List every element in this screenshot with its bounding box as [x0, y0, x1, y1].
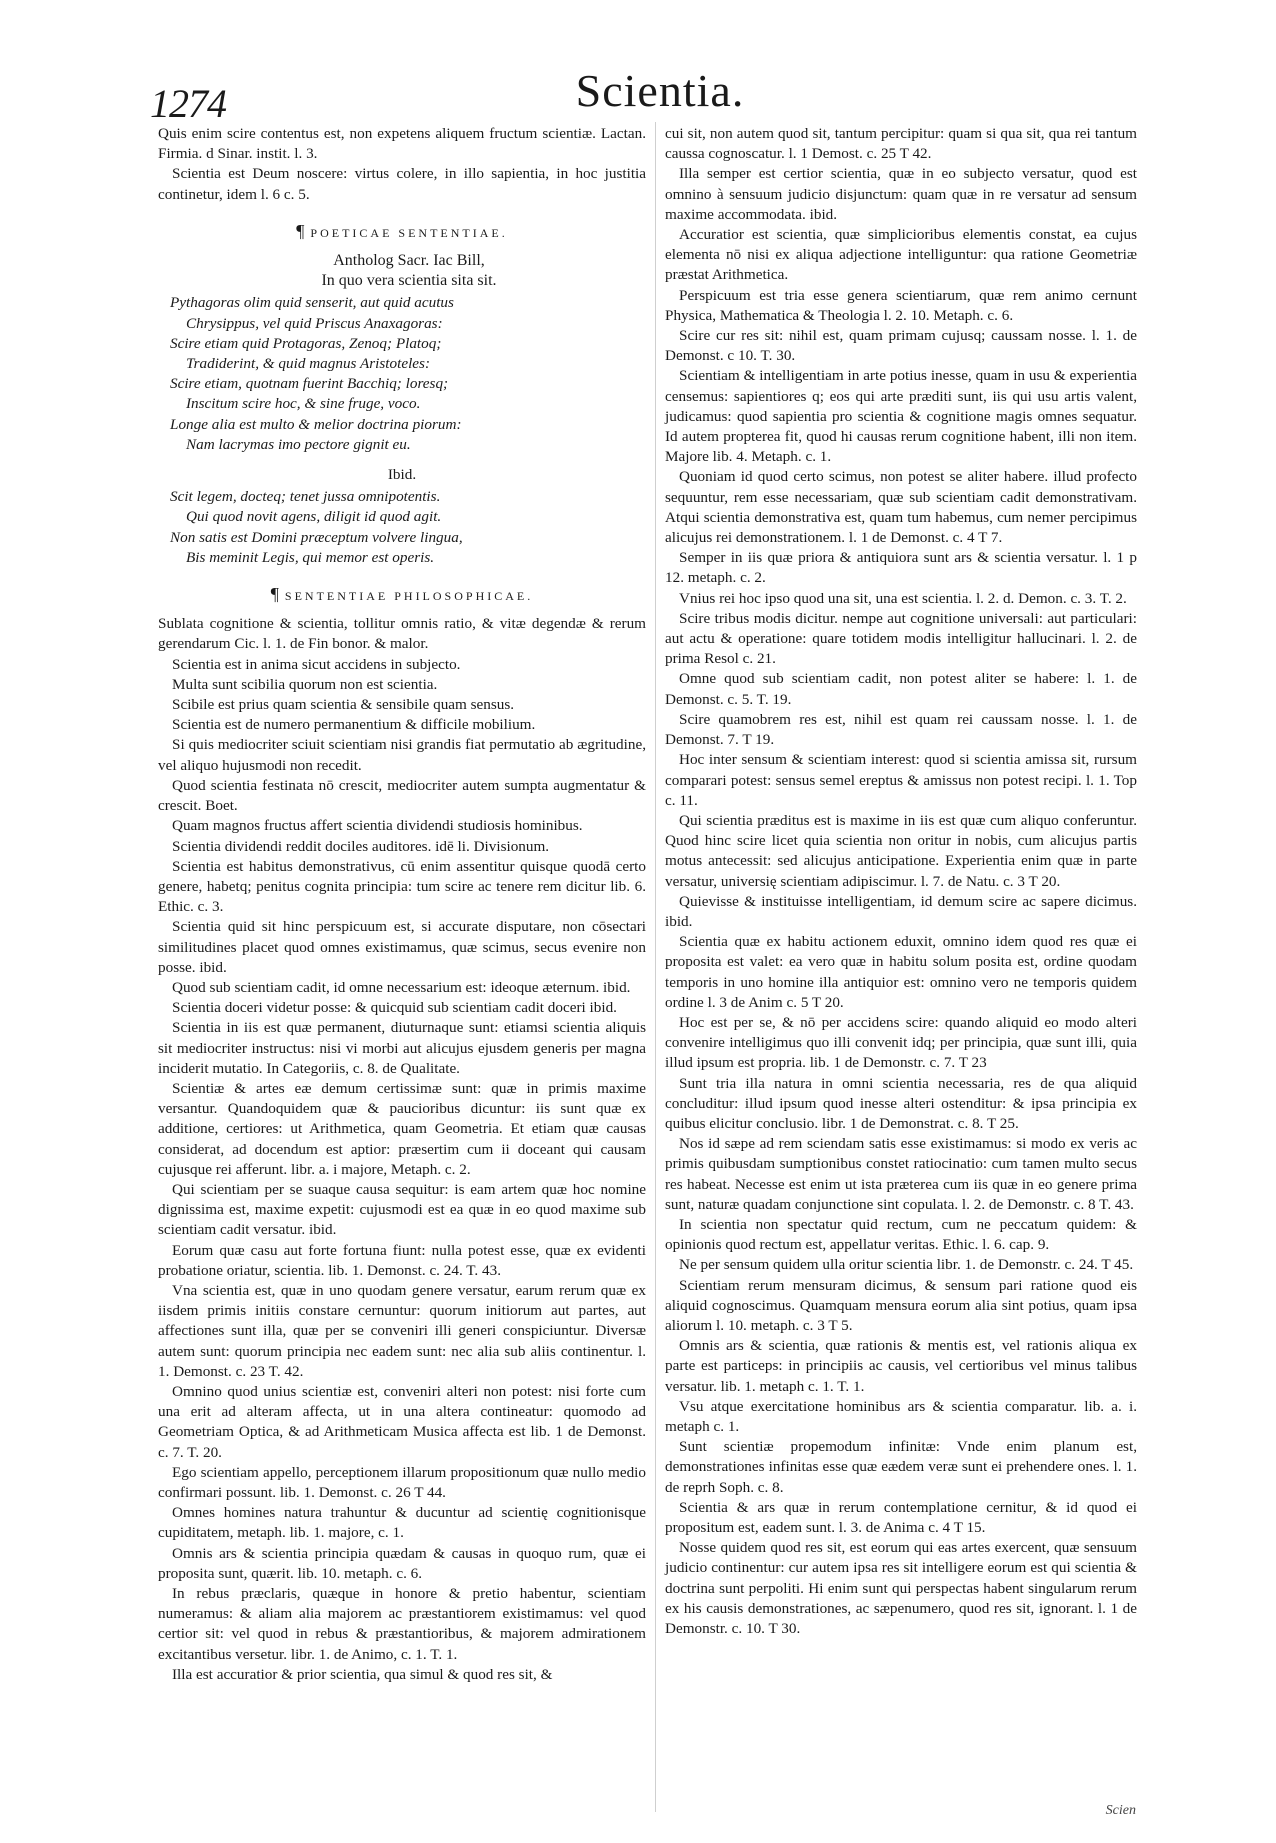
section-heading-text: POETICAE SENTENTIAE.	[310, 225, 508, 240]
paragraph: Accuratior est scientia, quæ simplicioribus elementis constat, ea cujus elementa nō nisi ex aliqua adjectione intelliguntur: qua ratione Geometriæ præstat Arithmetica.	[665, 226, 1137, 284]
paragraph: Scientia est habitus demonstrativus, cū enim assentitur quisque quodā certo genere, habetq; penitus cognita principia: tum scire ac tenere rem dicitur lib. 6. Ethic. c. 3.	[158, 857, 646, 916]
verse-line: Scire etiam, quotnam fuerint Bacchiq; loresq;	[170, 375, 449, 393]
paragraph: Illa est accuratior & prior scientia, qua simul & quod res sit, &	[172, 1665, 553, 1683]
paragraph: Hoc est per se, & nō per accidens scire: quando aliquid eo modo alteri convenire intelligimus quo illi convenit idq; per principia, quæ sunt illi, quia illud ipsum est propria. lib. 1 de Demonstr. c. 7. T 23	[665, 1013, 1137, 1072]
paragraph: Omne quod sub scientiam cadit, non potest aliter se habere: l. 1. de Demonst. c. 5. T. 19.	[665, 670, 1137, 708]
paragraph: Omnis ars & scientia, quæ rationis & mentis est, vel rationis aliqua ex parte est particeps: in principiis ac causis, vel certioribus vel minus talibus versatur. lib. 1. metaph c. 1. T. 1.	[665, 1337, 1137, 1395]
paragraph: Nos id sæpe ad rem sciendam satis esse existimamus: si modo ex veris ac primis quibusdam sumptionibus constet ratiocinatio: cum tamen multo secus res habeat. Necesse est enim ut ista præterea cum iis quæ in eo genere prima sunt, naturæ quadam conjunctione sint copulata. l. 2. de Demonstr. c. 8 T. 43.	[665, 1135, 1137, 1213]
paragraph: Scientia est Deum noscere: virtus colere, in illo sapientia, in hoc justitia continetur, idem l. 6 c. 5.	[158, 165, 646, 203]
verse-block	[158, 293, 646, 455]
paragraph: Quoniam id quod certo scimus, non potest se aliter habere. illud profecto sequuntur, rem esse necessariam, quæ sub scientiam cadit demonstrativam. Atqui scientia demonstrativa est, quam tum habemus, cum nemer percipimus alicujus rei demonstrationem. l. 1 de Demonst. c. 4 T 7.	[665, 468, 1137, 547]
paragraph: Scire tribus modis dicitur. nempe aut cognitione universali: aut particulari: aut actu & operatione: quare totidem modis intelligitur hallucinari. l. 2. de prima Resol c. 21.	[665, 609, 1137, 668]
section-heading-poeticae	[158, 221, 646, 243]
poem-source: Antholog Sacr. Iac Bill,	[333, 252, 485, 270]
right-column	[665, 124, 1137, 1639]
paragraph: Sunt scientiæ propemodum infinitæ: Vnde enim planum est, demonstrationes infinitas esse quæ eædem veræ sunt ei prehendere ones. l. 1. de reprh Soph. c. 8.	[665, 1438, 1137, 1496]
paragraph: Quod sub scientiam cadit, id omne necessarium est: ideoque æternum. ibid.	[172, 978, 631, 996]
section-heading-text: SENTENTIAE PHILOSOPHICAE.	[284, 589, 534, 604]
paragraph: Semper in iis quæ priora & antiquiora sunt ars & scientia versatur. l. 1 p 12. metaph. c. 2.	[665, 549, 1137, 587]
paragraph: Quam magnos fructus affert scientia dividendi studiosis hominibus.	[172, 817, 583, 835]
paragraph: Ne per sensum quidem ulla oritur scientia libr. 1. de Demonstr. c. 24. T 45.	[679, 1256, 1134, 1274]
running-head: Scientia.	[575, 65, 745, 116]
paragraph: Qui scientiam per se suaque causa sequitur: is eam artem quæ hoc nomine dignissima est, maxime expetit: cujusmodi est ea quæ in eo quod maxime sub scientiam cadit versatur. ibid.	[158, 1180, 646, 1239]
verse-line: Scire etiam quid Protagoras, Zenoq; Platoq;	[170, 334, 442, 352]
verse-line: Qui quod novit agens, diligit id quod agit.	[186, 508, 442, 526]
paragraph: Scientiam & intelligentiam in arte potius inesse, quam in usu & experientia censemus: sapientiores q; eos qui arte præditi sunt, iis qui usu artis valent, judicamus: quod sapientia pro scientia & cognitione magis omnes sequatur. Id autem propterea fit, quod hi causas rerum cognitione habent, illi non item. Majore lib. 4. Metaph. c. 1.	[665, 367, 1137, 466]
paragraph: Vsu atque exercitatione hominibus ars & scientia comparatur. lib. a. i. metaph c. 1.	[665, 1397, 1137, 1435]
paragraph: Scientia in iis est quæ permanent, diuturnaque sunt: etiamsi scientia aliquis sit mediocriter instructus: nisi vi morbi aut alicujus ejusdem generis per magna inciderit mutatio. In Categoriis, c. 8. de Qualitate.	[158, 1019, 646, 1077]
paragraph: In rebus præclaris, quæque in honore & pretio habentur, scientiam numeramus: & aliam alia majorem ac præstantiorem existimamus: vel quod certior sit: vel quod in rebus & præstantioribus, & majorem admirationem excitantibus versetur. libr. 1. de Animo, c. 1. T. 1.	[158, 1585, 646, 1663]
paragraph: Scibile est prius quam scientia & sensibile quam sensus.	[172, 696, 515, 714]
paragraph: Omnis ars & scientia principia quædam & causas in quoquo rum, quæ ei proposita sunt, quærit. lib. 10. metaph. c. 6.	[158, 1544, 646, 1582]
paragraph: Quievisse & instituisse intelligentiam, id demum scire ac sapere dicimus. ibid.	[665, 892, 1137, 930]
paragraph: Omnes homines natura trahuntur & ducuntur ad scientię cognitionisque cupiditatem, metaph. lib. 1. majore, c. 1.	[158, 1504, 646, 1542]
paragraph: Ego scientiam appello, perceptionem illarum propositionum quæ nullo medio confirmari possunt. lib. 1. Demonst. c. 26 T 44.	[158, 1463, 646, 1501]
paragraph: Eorum quæ casu aut forte fortuna fiunt: nulla potest esse, quæ ex evidenti probatione oriatur, scientia. lib. 1. Demonst. c. 24. T. 43.	[158, 1241, 646, 1279]
poem-subtitle: In quo vera scientia sita sit.	[321, 272, 497, 290]
paragraph: Vna scientia est, quæ in uno quodam genere versatur, earum rerum quæ ex iisdem primis initiis constare cernuntur: quorum initiorum aut partes, aut affectiones sunt illa, quæ per se conveniri illi generi conspiciuntur. Diversæ autem sunt: quorum principia nec eadem sunt: nec alia sub aliis continentur. l. 1. Demonst. c. 23 T. 42.	[158, 1281, 646, 1380]
paragraph: Si quis mediocriter sciuit scientiam nisi grandis fiat permutatio ab ægritudine, vel aliquo hujusmodi non recedit.	[158, 736, 646, 774]
ibid-heading: Ibid.	[387, 466, 417, 484]
paragraph: Scientia & ars quæ in rerum contemplatione cernitur, & id quod ei propositum est, eadem sunt. l. 3. de Anima c. 4 T 15.	[665, 1498, 1137, 1537]
paragraph: Scientia doceri videtur posse: & quicquid sub scientiam cadit doceri ibid.	[172, 999, 617, 1017]
paragraph: Scientia quæ ex habitu actionem eduxit, omnino idem quod res quæ ei proposita est valet: ea vero quæ in habitu solum posita est, ordine quodam temporis in uno homine illa antiquior est: omnino vero ne temporis quidem ordine l. 3 de Anim c. 5 T 20.	[665, 933, 1137, 1011]
verse-line: Scit legem, docteq; tenet jussa omnipotentis.	[170, 488, 441, 506]
paragraph: Qui scientia præditus est is maxime in iis est quæ cum aliquo conferuntur. Quod hinc scire licet quia scientia non oritur in nobis, cum alicujus partis motus antecessit: sed alicujus anticipatione. Experientia enim quæ in parte versatur, universię scientiam adipiscimur. l. 7. de Natu. c. 3 T 20.	[665, 811, 1137, 890]
verse-block	[158, 487, 646, 568]
verse-line: Tradiderint, & quid magnus Aristoteles:	[186, 355, 431, 373]
paragraph: Multa sunt scibilia quorum non est scientia.	[172, 675, 438, 693]
paragraph: Sublata cognitione & scientia, tollitur omnis ratio, & vitæ degendæ & rerum gerendarum Cic. l. 1. de Fin bonor. & malor.	[158, 615, 646, 653]
paragraph: Omnino quod unius scientiæ est, conveniri alteri non potest: nisi forte cum una erit ad alteram affecta, ut in una altera contineatur: quomodo ad Geometriam Optica, & ad Arithmeticam Musica affecta est lib. 1 de Demonst. c. 7. T. 20.	[158, 1382, 646, 1461]
paragraph: Quod scientia festinata nō crescit, mediocriter autem sumpta augmentatur & crescit. Boet.	[158, 776, 646, 815]
paragraph: Sunt tria illa natura in omni scientia necessaria, res de qua aliquid concluditur: illud ipsum quod inesse alteri ostenditur: & ipsa principia ex quibus elicitur conclusio. libr. 1 de Demonstrat. c. 8. T 25.	[665, 1074, 1137, 1132]
verse-line: Chrysippus, vel quid Priscus Anaxagoras:	[186, 314, 443, 332]
column-divider	[655, 122, 656, 1812]
pilcrow-icon: ¶	[270, 584, 279, 605]
catchword: Scien	[1105, 1803, 1136, 1818]
paragraph: Scire quamobrem res est, nihil est quam rei caussam nosse. l. 1. de Demonst. 7. T 19.	[665, 710, 1137, 749]
verse-line: Pythagoras olim quid senserit, aut quid acutus	[170, 294, 454, 312]
paragraph: Hoc inter sensum & scientiam interest: quod si scientia amissa sit, rursum comparari potest: sensus semel ereptus & amissus non potest recipi. l. 1. Top c. 11.	[665, 751, 1137, 809]
paragraph: In scientia non spectatur quid rectum, cum ne peccatum quidem: & opinionis quod rectum est, appellatur veritas. Ethic. l. 6. cap. 9.	[665, 1215, 1137, 1254]
paragraph: Illa semper est certior scientia, quæ in eo subjecto versatur, quod est omnino à sensuum judicio disjunctum: quam quæ in re versatur ad sensum maxime accommodata. ibid.	[665, 165, 1137, 223]
paragraph: Scire cur res sit: nihil est, quam primam cujusq; caussam nosse. l. 1. de Demonst. c 10. T. 30.	[665, 327, 1137, 365]
left-column	[158, 124, 646, 1685]
verse-line: Non satis est Domini præceptum volvere lingua,	[170, 528, 463, 546]
paragraph: Nosse quidem quod res sit, est eorum qui eas artes exercent, quæ sensuum judicio continentur: cur autem ipsa res sit intelligere eorum est qui scientia & doctrina sunt perpoliti. Hi enim sunt qui perspectas habent singularum rerum ex his causis demonstrationes, ac sæpenumero, quod res sit, ignorant. l. 1 de Demonstr. c. 10. T 30.	[665, 1539, 1137, 1638]
paragraph: Scientia dividendi reddit dociles auditores. idē li. Divisionum.	[172, 837, 550, 855]
verse-line: Inscitum scire hoc, & sine fruge, voco.	[186, 395, 421, 413]
paragraph: cui sit, non autem quod sit, tantum percipitur: quam si qua sit, qua rei tantum caussa cognoscatur. l. 1 Demost. c. 25 T 42.	[665, 125, 1137, 163]
paragraph: Scientia est de numero permanentium & difficile mobilium.	[172, 716, 536, 734]
paragraph: Scientia est in anima sicut accidens in subjecto.	[172, 655, 461, 673]
verse-line: Nam lacrymas imo pectore gignit eu.	[186, 435, 411, 453]
page-number: 1274	[150, 81, 226, 126]
paragraph: Scientia quid sit hinc perspicuum est, si accurate disputare, non cōsectari similitudines placet quod omnes existimamus, quæ scimus, secus evenire non posse. ibid.	[158, 918, 646, 976]
paragraph: Scientiæ & artes eæ demum certissimæ sunt: quæ in primis maxime versantur. Quandoquidem quæ & paucioribus dicuntur: iis sunt quæ ex additione, certiores: ut Arithmetica, quam Geometria. Et etiam quæ causas considerat, ad docendum est aptior: præsertim cum ii doceant qui causam cujusque rei afferunt. libr. a. i majore, Metaph. c. 2.	[158, 1079, 646, 1178]
paragraph: Perspicuum est tria esse genera scientiarum, quæ rem animo cernunt Physica, Mathematica & Theologia l. 2. 10. Metaph. c. 6.	[665, 286, 1137, 324]
paragraph: Scientiam rerum mensuram dicimus, & sensum pari ratione quod eis aliquid cognoscimus. Quamquam mensura eorum alia sint potius, quam ipsa aliorum l. 10. metaph. c. 3 T 5.	[665, 1276, 1137, 1334]
section-heading-philosophicae	[158, 584, 646, 606]
paragraph: Quis enim scire contentus est, non expetens aliquem fructum scientiæ. Lactan. Firmia. d Sinar. instit. l. 3.	[158, 125, 646, 163]
pilcrow-icon: ¶	[296, 220, 305, 241]
verse-line: Longe alia est multo & melior doctrina piorum:	[170, 415, 462, 433]
verse-line: Bis meminit Legis, qui memor est operis.	[186, 548, 435, 566]
paragraph: Vnius rei hoc ipso quod una sit, una est scientia. l. 2. d. Demon. c. 3. T. 2.	[679, 589, 1127, 607]
